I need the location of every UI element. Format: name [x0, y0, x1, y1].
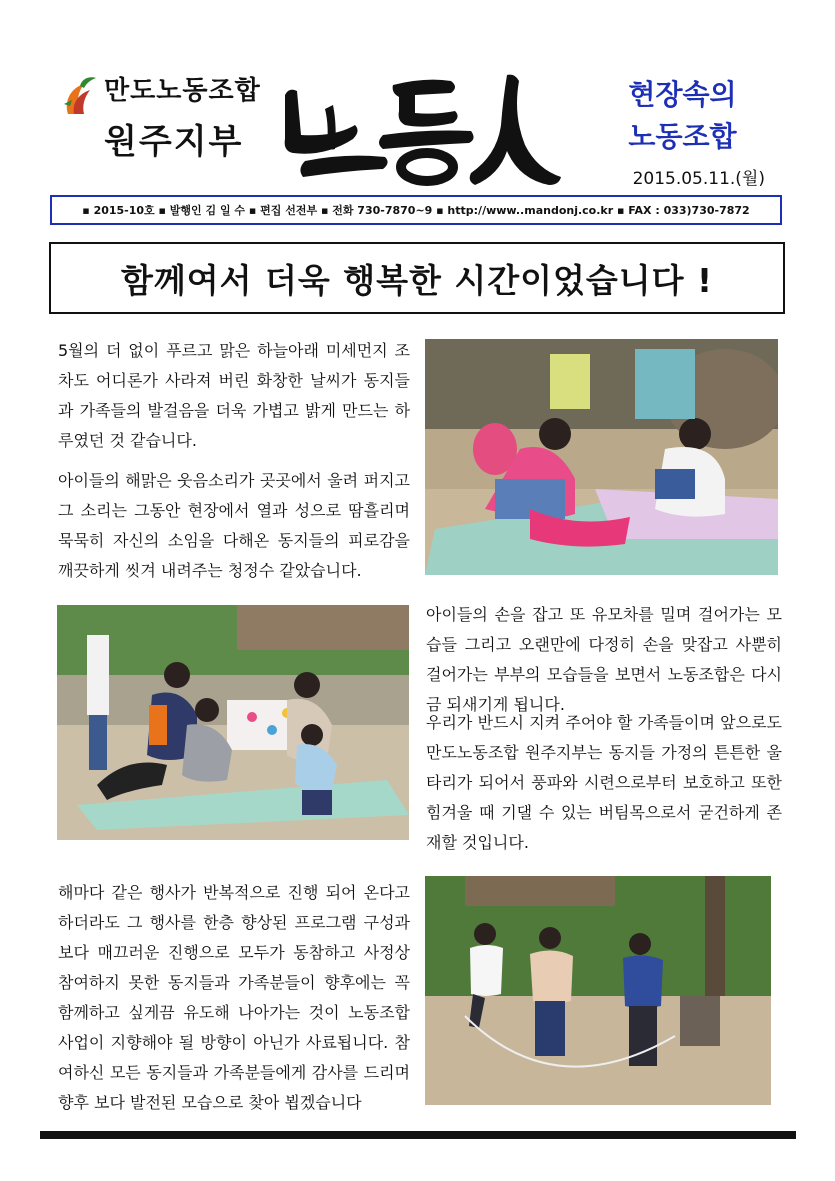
headline: 함께여서 더욱 행복한 시간이었습니다 ! [49, 242, 785, 314]
article-paragraph: 아이들의 해맑은 웃음소리가 곳곳에서 울려 퍼지고 그 소리는 그동안 현장에서 열과 성으로 땀흘리며 묵묵히 자신의 소임을 다해온 동지들의 피로감을 깨끗하게 씻겨 내려주는 청정수 같았습니다. [58, 471, 410, 580]
corner-title [600, 74, 765, 158]
union-logo-icon [60, 74, 100, 118]
corner-title-line2: 노동조합 [628, 120, 737, 153]
photo-family-picnic [57, 605, 409, 840]
org-name: 만도노동조합 [104, 76, 261, 106]
org-branch: 원주지부 [104, 122, 244, 162]
footer-rule [40, 1131, 796, 1139]
article-paragraph: 5월의 더 없이 푸르고 맑은 하늘아래 미세먼지 조차도 어디론가 사라져 버린 화창한 날씨가 동지들과 가족들의 발걸음을 더욱 가볍고 밝게 만드는 하루였던 것 같습니다. [58, 341, 410, 450]
article-paragraph: 아이들의 손을 잡고 또 유모차를 밀며 걸어가는 모습들 그리고 오랜만에 다정히 손을 맞잡고 사뿐히 걸어가는 부부의 모습들을 보면서 노동조합은 다시금 되새기게 됩니다. [426, 605, 782, 714]
masthead-logo [275, 65, 565, 190]
article-paragraph: 해마다 같은 행사가 반복적으로 진행 되어 온다고 하더라도 그 행사를 한층 향상된 프로그램 구성과 보다 매끄러운 진행으로 모두가 동참하고 사정상 참여하지 못한 동지들과 가족분들이 향후에는 꼭 함께하고 싶게끔 유도해 나아가는 것이 노동조합 사업이 지향해야 될 방향이 아닌가 사료됩니다. 참여하신 모든 동지들과 가족분들에게 감사를 드리며 향후 보다 발전된 모습으로 찾아 뵙겠습니다 [58, 883, 410, 1112]
publication-info-bar: ▪ 2015-10호 ▪ 발행인 김 일 수 ▪ 편집 선전부 ▪ 전화 730-7870~9 ▪ http://www..mandonj.co.kr ▪ FAX : 033)730-7872 [50, 195, 782, 225]
photo-children-drawing [425, 339, 778, 575]
issue-date: 2015.05.11.(월) [632, 169, 765, 189]
corner-title-line1: 현장속의 [628, 78, 737, 111]
photo-jump-rope [425, 876, 771, 1105]
article-paragraph: 우리가 반드시 지켜 주어야 할 가족들이며 앞으로도 만도노동조합 원주지부는 동지들 가정의 튼튼한 울타리가 되어서 풍파와 시련으로부터 보호하고 또한 힘겨울 때 기댈 수 있는 버팀목으로서 굳건하게 존재할 것입니다. [426, 713, 782, 852]
